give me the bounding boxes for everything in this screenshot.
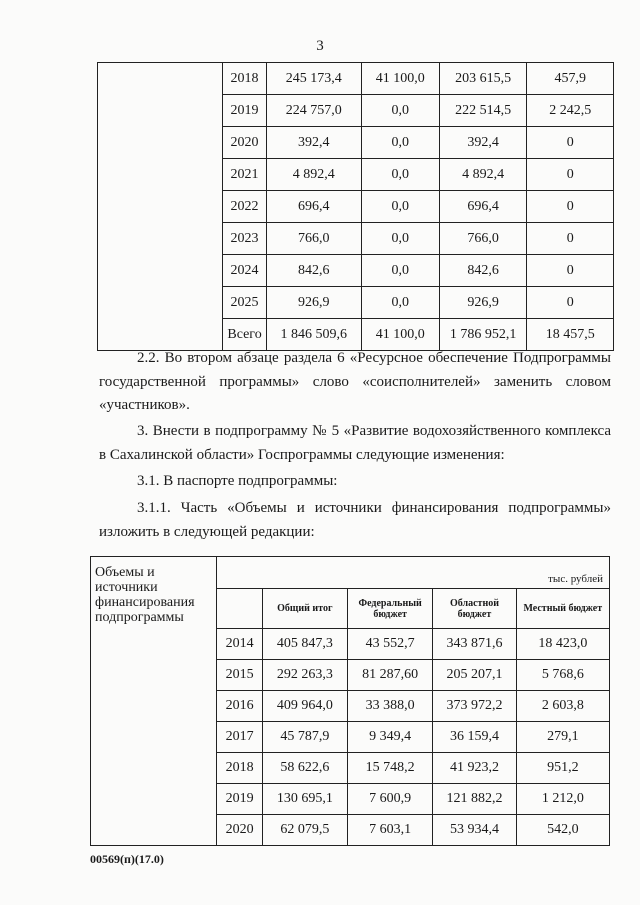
- regional-cell: 842,6: [439, 255, 527, 287]
- total-cell: 842,6: [266, 255, 361, 287]
- regional-cell: 1 786 952,1: [439, 319, 527, 351]
- federal-cell: 43 552,7: [347, 629, 432, 660]
- regional-cell: 373 972,2: [433, 691, 516, 722]
- total-cell: 1 846 509,6: [266, 319, 361, 351]
- regional-cell: 41 923,2: [433, 753, 516, 784]
- federal-cell: 0,0: [361, 287, 439, 319]
- total-cell: 766,0: [266, 223, 361, 255]
- regional-cell: 766,0: [439, 223, 527, 255]
- year-cell: 2025: [223, 287, 267, 319]
- paragraph-3-1-1: [99, 497, 611, 544]
- year-cell: 2020: [217, 815, 262, 846]
- total-cell: 926,9: [266, 287, 361, 319]
- federal-cell: 0,0: [361, 255, 439, 287]
- regional-cell: 222 514,5: [439, 95, 527, 127]
- header-total: Общий итог: [262, 589, 347, 629]
- federal-cell: 41 100,0: [361, 319, 439, 351]
- year-header-empty: [217, 589, 262, 629]
- local-cell: 5 768,6: [516, 660, 609, 691]
- total-cell: 292 263,3: [262, 660, 347, 691]
- paragraph-3: [99, 420, 611, 467]
- year-cell: 2022: [223, 191, 267, 223]
- year-cell: 2020: [223, 127, 267, 159]
- local-cell: 0: [527, 223, 614, 255]
- year-cell: Всего: [223, 319, 267, 351]
- total-cell: 62 079,5: [262, 815, 347, 846]
- federal-cell: 41 100,0: [361, 63, 439, 95]
- federal-cell: 0,0: [361, 159, 439, 191]
- total-cell: 245 173,4: [266, 63, 361, 95]
- federal-cell: 7 600,9: [347, 784, 432, 815]
- federal-cell: 33 388,0: [347, 691, 432, 722]
- local-cell: 542,0: [516, 815, 609, 846]
- local-cell: 18 457,5: [527, 319, 614, 351]
- local-cell: 2 242,5: [527, 95, 614, 127]
- year-cell: 2015: [217, 660, 262, 691]
- federal-cell: 0,0: [361, 127, 439, 159]
- regional-cell: 36 159,4: [433, 722, 516, 753]
- year-cell: 2019: [223, 95, 267, 127]
- local-cell: 279,1: [516, 722, 609, 753]
- local-cell: 0: [527, 255, 614, 287]
- regional-cell: 203 615,5: [439, 63, 527, 95]
- local-cell: 0: [527, 191, 614, 223]
- federal-cell: 0,0: [361, 95, 439, 127]
- local-cell: 0: [527, 159, 614, 191]
- year-cell: 2018: [223, 63, 267, 95]
- regional-cell: 121 882,2: [433, 784, 516, 815]
- year-cell: 2017: [217, 722, 262, 753]
- year-cell: 2016: [217, 691, 262, 722]
- total-cell: 130 695,1: [262, 784, 347, 815]
- year-cell: 2014: [217, 629, 262, 660]
- local-cell: 2 603,8: [516, 691, 609, 722]
- local-cell: 457,9: [527, 63, 614, 95]
- local-cell: 951,2: [516, 753, 609, 784]
- funding-label-cell: Объемы и источники финансирования подпрограммы: [91, 557, 217, 846]
- regional-cell: 4 892,4: [439, 159, 527, 191]
- table-row: [98, 63, 614, 95]
- paragraph-2-2: [99, 347, 611, 418]
- federal-cell: 7 603,1: [347, 815, 432, 846]
- regional-cell: 392,4: [439, 127, 527, 159]
- federal-cell: 81 287,60: [347, 660, 432, 691]
- document-code: 00569(п)(17.0): [90, 852, 164, 866]
- year-cell: 2019: [217, 784, 262, 815]
- paragraph-text: 3.1. В паспорте подпрограммы:: [137, 473, 338, 489]
- federal-cell: 0,0: [361, 223, 439, 255]
- local-cell: 1 212,0: [516, 784, 609, 815]
- header-local: Местный бюджет: [516, 589, 609, 629]
- regional-cell: 926,9: [439, 287, 527, 319]
- total-cell: 45 787,9: [262, 722, 347, 753]
- total-cell: 4 892,4: [266, 159, 361, 191]
- page-number: 3: [316, 38, 324, 54]
- total-cell: 696,4: [266, 191, 361, 223]
- year-cell: 2018: [217, 753, 262, 784]
- paragraph-text: 2.2. Во втором абзаце раздела 6 «Ресурсное обеспечение Подпрограммы государственной программы» слово «соисполнителей» заменить словом «участников».: [99, 350, 611, 413]
- paragraph-text: 3. Внести в подпрограмму № 5 «Развитие водохозяйственного комплекса в Сахалинской области» Госпрограммы следующие изменения:: [99, 423, 611, 463]
- funding-table-continued: [97, 62, 614, 351]
- local-cell: 18 423,0: [516, 629, 609, 660]
- federal-cell: 0,0: [361, 191, 439, 223]
- empty-label-cell: [98, 63, 223, 351]
- total-cell: 405 847,3: [262, 629, 347, 660]
- federal-cell: 15 748,2: [347, 753, 432, 784]
- regional-cell: 53 934,4: [433, 815, 516, 846]
- federal-cell: 9 349,4: [347, 722, 432, 753]
- paragraph-3-1: [99, 470, 611, 494]
- header-federal: Федеральный бюджет: [347, 589, 432, 629]
- regional-cell: 696,4: [439, 191, 527, 223]
- local-cell: 0: [527, 127, 614, 159]
- year-cell: 2023: [223, 223, 267, 255]
- paragraph-text: 3.1.1. Часть «Объемы и источники финансирования подпрограммы» изложить в следующей редакции:: [99, 500, 611, 540]
- regional-cell: 343 871,6: [433, 629, 516, 660]
- total-cell: 58 622,6: [262, 753, 347, 784]
- total-cell: 409 964,0: [262, 691, 347, 722]
- year-cell: 2021: [223, 159, 267, 191]
- funding-table: [90, 556, 610, 846]
- total-cell: 392,4: [266, 127, 361, 159]
- local-cell: 0: [527, 287, 614, 319]
- unit-label: тыс. рублей: [217, 557, 610, 589]
- total-cell: 224 757,0: [266, 95, 361, 127]
- regional-cell: 205 207,1: [433, 660, 516, 691]
- header-regional: Областной бюджет: [433, 589, 516, 629]
- year-cell: 2024: [223, 255, 267, 287]
